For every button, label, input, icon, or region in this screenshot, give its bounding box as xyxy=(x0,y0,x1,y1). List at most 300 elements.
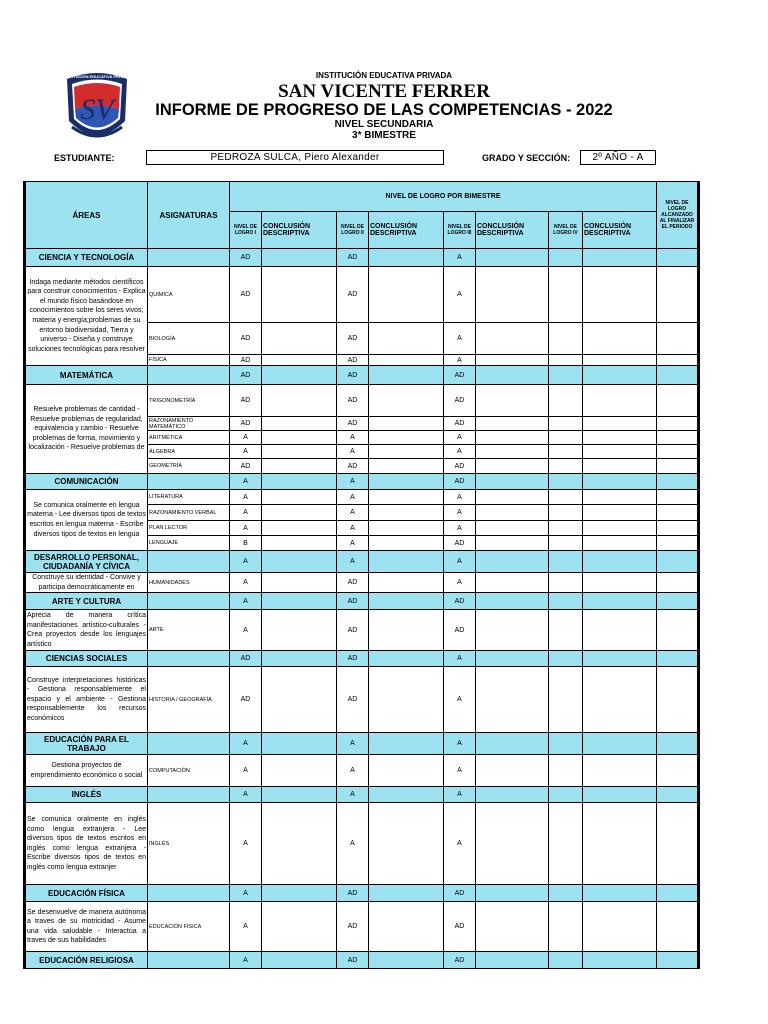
subject-final-grade xyxy=(657,459,699,474)
subject-final-grade xyxy=(657,610,699,651)
area-row xyxy=(25,593,699,610)
area-name: ARTE Y CULTURA xyxy=(25,593,148,610)
area-conclusion-1 xyxy=(262,474,337,490)
subject-conclusion-1 xyxy=(262,505,337,521)
subject-conclusion-3 xyxy=(476,803,549,885)
subject-grade-4 xyxy=(549,755,583,787)
area-grade-4 xyxy=(549,593,583,610)
subject-final-grade xyxy=(657,323,699,355)
competency-description: Aprecia de manera crítica manifestaciones artístico-culturales - Crea proyectos desde los lenguajes artístico xyxy=(25,610,148,651)
subject-grade-3: A xyxy=(444,355,476,366)
competency-description: Construye interpretaciones históricas - Gestiona responsablemente el espacio y el ambiente - Gestiona responsablemente los recursos económicos xyxy=(25,667,148,733)
area-final-grade xyxy=(657,593,699,610)
subject-name: RAZONAMIENTO MATEMÁTICO xyxy=(148,417,230,431)
subject-row xyxy=(25,755,699,787)
period: 3* BIMESTRE xyxy=(352,130,416,141)
subject-conclusion-4 xyxy=(583,667,657,733)
subject-row xyxy=(25,385,699,417)
subject-grade-1: A xyxy=(230,505,262,521)
area-grade-1: A xyxy=(230,593,262,610)
competency-description: Construye su identidad - Convive y participa democráticamente en xyxy=(25,573,148,593)
subject-conclusion-3 xyxy=(476,573,549,593)
area-grade-4 xyxy=(549,733,583,755)
conclusion4-header: CONCLUSIÓN DESCRIPTIVA xyxy=(583,212,657,249)
area-grade-4 xyxy=(549,651,583,667)
subject-grade-3: A xyxy=(444,431,476,445)
area-grade-3: A xyxy=(444,787,476,803)
subject-conclusion-3 xyxy=(476,521,549,536)
area-conclusion-1 xyxy=(262,551,337,573)
level4-header: NIVEL DE LOGRO IV xyxy=(549,212,583,249)
subject-conclusion-2 xyxy=(369,667,444,733)
subject-name: LENGUAJE xyxy=(148,536,230,551)
subject-conclusion-2 xyxy=(369,755,444,787)
area-conclusion-2 xyxy=(369,787,444,803)
subject-grade-2: AD xyxy=(337,323,369,355)
area-final-grade xyxy=(657,551,699,573)
area-grade-3: A xyxy=(444,551,476,573)
area-grade-2: AD xyxy=(337,593,369,610)
area-conclusion-2 xyxy=(369,885,444,902)
subject-conclusion-1 xyxy=(262,385,337,417)
area-grade-4 xyxy=(549,249,583,267)
subject-conclusion-4 xyxy=(583,267,657,323)
subject-final-grade xyxy=(657,355,699,366)
subject-grade-3: AD xyxy=(444,610,476,651)
subject-grade-2: A xyxy=(337,803,369,885)
education-level: NIVEL SECUNDARIA xyxy=(334,119,434,130)
subject-final-grade xyxy=(657,267,699,323)
subject-grade-4 xyxy=(549,459,583,474)
subject-conclusion-1 xyxy=(262,803,337,885)
area-final-grade xyxy=(657,366,699,385)
subject-conclusion-2 xyxy=(369,902,444,952)
areas-header: ÁREAS xyxy=(25,182,148,249)
area-subject-cell xyxy=(148,885,230,902)
subject-name: RAZONAMIENTO VERBAL xyxy=(148,505,230,521)
area-conclusion-3 xyxy=(476,366,549,385)
subject-grade-3: A xyxy=(444,573,476,593)
area-subject-cell xyxy=(148,787,230,803)
subject-conclusion-2 xyxy=(369,573,444,593)
area-name: CIENCIA Y TECNOLOGÍA xyxy=(25,249,148,267)
area-name: EDUCACIÓN PARA EL TRABAJO xyxy=(25,733,148,755)
subject-final-grade xyxy=(657,536,699,551)
area-grade-2: A xyxy=(337,787,369,803)
area-final-grade xyxy=(657,474,699,490)
subject-conclusion-2 xyxy=(369,267,444,323)
subject-conclusion-3 xyxy=(476,667,549,733)
area-grade-2: AD xyxy=(337,366,369,385)
area-conclusion-2 xyxy=(369,651,444,667)
area-grade-1: A xyxy=(230,787,262,803)
subject-grade-3: AD xyxy=(444,902,476,952)
table-header-row xyxy=(25,182,699,212)
area-row xyxy=(25,885,699,902)
subject-conclusion-2 xyxy=(369,459,444,474)
area-conclusion-3 xyxy=(476,787,549,803)
area-conclusion-3 xyxy=(476,733,549,755)
area-row xyxy=(25,651,699,667)
area-conclusion-2 xyxy=(369,593,444,610)
subject-grade-1: AD xyxy=(230,385,262,417)
level3-header: NIVEL DE LOGRO III xyxy=(444,212,476,249)
area-row xyxy=(25,474,699,490)
subject-name: GEOMETRÍA xyxy=(148,459,230,474)
subject-grade-1: AD xyxy=(230,417,262,431)
subject-conclusion-3 xyxy=(476,536,549,551)
subject-conclusion-2 xyxy=(369,536,444,551)
subject-conclusion-3 xyxy=(476,445,549,459)
area-conclusion-2 xyxy=(369,249,444,267)
subject-grade-3: A xyxy=(444,755,476,787)
subject-conclusion-3 xyxy=(476,323,549,355)
subject-conclusion-4 xyxy=(583,902,657,952)
area-conclusion-4 xyxy=(583,593,657,610)
subject-grade-1: A xyxy=(230,610,262,651)
subject-grade-1: A xyxy=(230,431,262,445)
area-grade-2: A xyxy=(337,551,369,573)
subject-grade-3: AD xyxy=(444,385,476,417)
subject-conclusion-2 xyxy=(369,323,444,355)
competency-description: Se desenvuelve de manera autónoma a traves de su motricidad - Asume una vida saludable - Interactúa a traves de sus habilidades xyxy=(25,902,148,952)
subject-row xyxy=(25,490,699,505)
subject-conclusion-2 xyxy=(369,610,444,651)
area-conclusion-2 xyxy=(369,474,444,490)
subject-final-grade xyxy=(657,667,699,733)
area-grade-4 xyxy=(549,551,583,573)
subject-conclusion-1 xyxy=(262,431,337,445)
competency-description: Gestiona proyectos de emprendimiento económico o social xyxy=(25,755,148,787)
subject-conclusion-1 xyxy=(262,490,337,505)
area-grade-2: AD xyxy=(337,952,369,969)
subject-conclusion-1 xyxy=(262,755,337,787)
area-grade-3: AD xyxy=(444,366,476,385)
svg-text:SV: SV xyxy=(80,93,114,126)
area-conclusion-4 xyxy=(583,787,657,803)
subject-grade-1: A xyxy=(230,755,262,787)
area-grade-1: A xyxy=(230,474,262,490)
subject-conclusion-3 xyxy=(476,355,549,366)
area-grade-1: AD xyxy=(230,249,262,267)
subject-grade-1: AD xyxy=(230,267,262,323)
area-row xyxy=(25,787,699,803)
subject-conclusion-4 xyxy=(583,431,657,445)
area-conclusion-1 xyxy=(262,787,337,803)
subject-grade-2: AD xyxy=(337,573,369,593)
student-label: ESTUDIANTE: xyxy=(54,153,115,163)
area-grade-1: A xyxy=(230,551,262,573)
school-type: INSTITUCIÓN EDUCATIVA PRIVADA xyxy=(315,71,453,80)
subject-conclusion-1 xyxy=(262,667,337,733)
area-grade-2: AD xyxy=(337,249,369,267)
subject-conclusion-4 xyxy=(583,445,657,459)
subject-conclusion-4 xyxy=(583,573,657,593)
area-final-grade xyxy=(657,733,699,755)
subject-conclusion-1 xyxy=(262,417,337,431)
subject-grade-4 xyxy=(549,573,583,593)
subject-row xyxy=(25,902,699,952)
subject-grade-1: AD xyxy=(230,459,262,474)
subject-conclusion-3 xyxy=(476,417,549,431)
subject-grade-2: A xyxy=(337,521,369,536)
area-conclusion-3 xyxy=(476,885,549,902)
area-final-grade xyxy=(657,885,699,902)
subject-name: HISTORIA / GEOGRAFÍA xyxy=(148,667,230,733)
area-grade-2: AD xyxy=(337,651,369,667)
area-grade-4 xyxy=(549,787,583,803)
subject-conclusion-4 xyxy=(583,355,657,366)
area-subject-cell xyxy=(148,733,230,755)
area-grade-3: AD xyxy=(444,885,476,902)
area-conclusion-1 xyxy=(262,733,337,755)
subject-name: BIOLOGÍA xyxy=(148,323,230,355)
subject-grade-2: AD xyxy=(337,417,369,431)
subject-grade-2: AD xyxy=(337,267,369,323)
subject-grade-1: A xyxy=(230,445,262,459)
subject-grade-1: AD xyxy=(230,667,262,733)
subject-conclusion-4 xyxy=(583,323,657,355)
subject-grade-2: A xyxy=(337,445,369,459)
area-name: MATEMÁTICA xyxy=(25,366,148,385)
subject-name: TRIGONOMETRÍA xyxy=(148,385,230,417)
area-grade-1: A xyxy=(230,733,262,755)
area-row xyxy=(25,551,699,573)
area-conclusion-4 xyxy=(583,885,657,902)
area-conclusion-2 xyxy=(369,551,444,573)
area-conclusion-3 xyxy=(476,952,549,969)
subject-grade-4 xyxy=(549,521,583,536)
area-subject-cell xyxy=(148,474,230,490)
subject-grade-2: A xyxy=(337,490,369,505)
subject-row xyxy=(25,803,699,885)
area-name: INGLÉS xyxy=(25,787,148,803)
subject-grade-4 xyxy=(549,385,583,417)
subject-name: HUMANIDADES xyxy=(148,573,230,593)
area-conclusion-4 xyxy=(583,474,657,490)
subject-conclusion-3 xyxy=(476,902,549,952)
subject-conclusion-2 xyxy=(369,417,444,431)
subject-conclusion-2 xyxy=(369,431,444,445)
subject-grade-4 xyxy=(549,803,583,885)
area-conclusion-2 xyxy=(369,733,444,755)
subject-final-grade xyxy=(657,521,699,536)
subject-conclusion-3 xyxy=(476,490,549,505)
subject-grade-3: A xyxy=(444,521,476,536)
subject-row xyxy=(25,610,699,651)
area-grade-1: A xyxy=(230,885,262,902)
area-name: EDUCACIÓN RELIGIOSA xyxy=(25,952,148,969)
subject-name: EDUCACIÓN FÍSICA xyxy=(148,902,230,952)
school-name: SAN VICENTE FERRER xyxy=(278,81,490,102)
grade-value: 2º AÑO - A xyxy=(580,150,656,165)
area-conclusion-3 xyxy=(476,474,549,490)
subject-grade-1: A xyxy=(230,803,262,885)
area-conclusion-1 xyxy=(262,651,337,667)
subject-grade-2: A xyxy=(337,505,369,521)
subject-conclusion-2 xyxy=(369,505,444,521)
area-grade-4 xyxy=(549,885,583,902)
subject-grade-3: A xyxy=(444,667,476,733)
conclusion1-header: CONCLUSIÓN DESCRIPTIVA xyxy=(262,212,337,249)
subject-conclusion-2 xyxy=(369,521,444,536)
subject-conclusion-4 xyxy=(583,803,657,885)
subject-conclusion-1 xyxy=(262,536,337,551)
subject-conclusion-4 xyxy=(583,459,657,474)
area-subject-cell xyxy=(148,952,230,969)
report-title: INFORME DE PROGRESO DE LAS COMPETENCIAS - 2022 xyxy=(155,101,613,119)
subject-conclusion-1 xyxy=(262,521,337,536)
area-conclusion-4 xyxy=(583,952,657,969)
subject-conclusion-2 xyxy=(369,490,444,505)
subject-grade-1: AD xyxy=(230,355,262,366)
subject-grade-4 xyxy=(549,355,583,366)
subject-conclusion-3 xyxy=(476,755,549,787)
competency-description: Indaga mediante métodos científicos para construir conocimientos - Explica el mundo físico basándose en conocimientos sobre los seres vivos; materia y energía;problemas de su entorno biodiversidad, Tierra y universo - Diseña y construye soluciones tecnológicas para resolver xyxy=(25,267,148,366)
subject-conclusion-3 xyxy=(476,385,549,417)
subject-grade-1: A xyxy=(230,490,262,505)
subject-conclusion-4 xyxy=(583,385,657,417)
subject-conclusion-1 xyxy=(262,573,337,593)
competency-description: Se comunica oralmente en lengua materna - Lee diversos tipos de textos escritos en lengua materna - Escribe diversos tipos de textos en lengua xyxy=(25,490,148,551)
subject-row xyxy=(25,267,699,323)
achievement-header: NIVEL DE LOGRO POR BIMESTRE xyxy=(230,182,657,212)
area-conclusion-3 xyxy=(476,593,549,610)
area-final-grade xyxy=(657,952,699,969)
area-grade-3: A xyxy=(444,249,476,267)
subject-final-grade xyxy=(657,755,699,787)
area-grade-1: A xyxy=(230,952,262,969)
progress-table xyxy=(23,181,700,969)
area-row xyxy=(25,366,699,385)
subject-row xyxy=(25,667,699,733)
subject-grade-1: A xyxy=(230,902,262,952)
area-conclusion-3 xyxy=(476,551,549,573)
area-conclusion-1 xyxy=(262,593,337,610)
subject-grade-3: A xyxy=(444,505,476,521)
subject-grade-4 xyxy=(549,445,583,459)
subject-grade-3: AD xyxy=(444,536,476,551)
area-final-grade xyxy=(657,787,699,803)
subject-grade-4 xyxy=(549,536,583,551)
subject-grade-3: A xyxy=(444,323,476,355)
subject-grade-4 xyxy=(549,267,583,323)
subject-name: ÁLGEBRA xyxy=(148,445,230,459)
subject-row xyxy=(25,573,699,593)
subject-grade-4 xyxy=(549,431,583,445)
subject-conclusion-1 xyxy=(262,267,337,323)
area-final-grade xyxy=(657,651,699,667)
subject-grade-4 xyxy=(549,902,583,952)
conclusion2-header: CONCLUSIÓN DESCRIPTIVA xyxy=(369,212,444,249)
area-grade-4 xyxy=(549,474,583,490)
subject-conclusion-1 xyxy=(262,902,337,952)
area-row xyxy=(25,733,699,755)
area-conclusion-1 xyxy=(262,249,337,267)
subject-grade-4 xyxy=(549,323,583,355)
subject-grade-3: AD xyxy=(444,417,476,431)
subject-conclusion-1 xyxy=(262,355,337,366)
area-conclusion-4 xyxy=(583,651,657,667)
subject-conclusion-4 xyxy=(583,755,657,787)
area-name: DESARROLLO PERSONAL, CIUDADANÍA Y CÍVICA xyxy=(25,551,148,573)
competency-description: Resuelve problemas de cantidad - Resuelve problemas de regularidad, equivalencia y cambio - Resuelve problemas de forma, movimiento y localización - Resuelve problemas de xyxy=(25,385,148,474)
area-conclusion-1 xyxy=(262,952,337,969)
area-subject-cell xyxy=(148,593,230,610)
area-grade-4 xyxy=(549,952,583,969)
area-conclusion-2 xyxy=(369,366,444,385)
area-grade-3: A xyxy=(444,651,476,667)
subject-conclusion-4 xyxy=(583,536,657,551)
area-grade-2: A xyxy=(337,474,369,490)
subject-final-grade xyxy=(657,803,699,885)
subject-name: ARITMÉTICA xyxy=(148,431,230,445)
area-grade-3: A xyxy=(444,733,476,755)
subject-final-grade xyxy=(657,505,699,521)
subject-grade-4 xyxy=(549,667,583,733)
subject-grade-2: AD xyxy=(337,902,369,952)
subject-grade-3: A xyxy=(444,490,476,505)
subject-grade-2: AD xyxy=(337,667,369,733)
area-grade-1: AD xyxy=(230,651,262,667)
subject-grade-1: B xyxy=(230,536,262,551)
area-conclusion-1 xyxy=(262,885,337,902)
subject-grade-3: A xyxy=(444,267,476,323)
subject-name: LITERATURA xyxy=(148,490,230,505)
area-conclusion-4 xyxy=(583,366,657,385)
subject-conclusion-4 xyxy=(583,417,657,431)
subject-final-grade xyxy=(657,573,699,593)
subject-final-grade xyxy=(657,431,699,445)
area-row xyxy=(25,952,699,969)
area-grade-4 xyxy=(549,366,583,385)
area-grade-3: AD xyxy=(444,952,476,969)
subject-final-grade xyxy=(657,385,699,417)
subject-grade-3: AD xyxy=(444,459,476,474)
subject-conclusion-3 xyxy=(476,431,549,445)
subject-grade-1: AD xyxy=(230,323,262,355)
subject-grade-3: A xyxy=(444,445,476,459)
area-name: CIENCIAS SOCIALES xyxy=(25,651,148,667)
subject-conclusion-1 xyxy=(262,445,337,459)
subject-conclusion-4 xyxy=(583,505,657,521)
subject-final-grade xyxy=(657,902,699,952)
area-row xyxy=(25,249,699,267)
area-conclusion-3 xyxy=(476,651,549,667)
area-grade-3: AD xyxy=(444,593,476,610)
subject-conclusion-4 xyxy=(583,521,657,536)
final-level-header: NIVEL DE LOGRO ALCANZADO AL FINALIZAR EL PERIODO xyxy=(657,182,699,249)
area-grade-2: AD xyxy=(337,885,369,902)
subject-grade-4 xyxy=(549,610,583,651)
area-conclusion-4 xyxy=(583,551,657,573)
subject-conclusion-1 xyxy=(262,323,337,355)
area-grade-1: AD xyxy=(230,366,262,385)
area-subject-cell xyxy=(148,366,230,385)
subject-conclusion-2 xyxy=(369,355,444,366)
subject-grade-4 xyxy=(549,417,583,431)
subjects-header: ASIGNATURAS xyxy=(148,182,230,249)
subject-name: INGLÉS xyxy=(148,803,230,885)
subject-grade-3: A xyxy=(444,803,476,885)
conclusion3-header: CONCLUSIÓN DESCRIPTIVA xyxy=(476,212,549,249)
subject-name: PLAN LECTOR xyxy=(148,521,230,536)
area-name: COMUNICACIÓN xyxy=(25,474,148,490)
area-conclusion-1 xyxy=(262,366,337,385)
table-body xyxy=(25,182,699,969)
subject-final-grade xyxy=(657,417,699,431)
subject-grade-1: A xyxy=(230,521,262,536)
